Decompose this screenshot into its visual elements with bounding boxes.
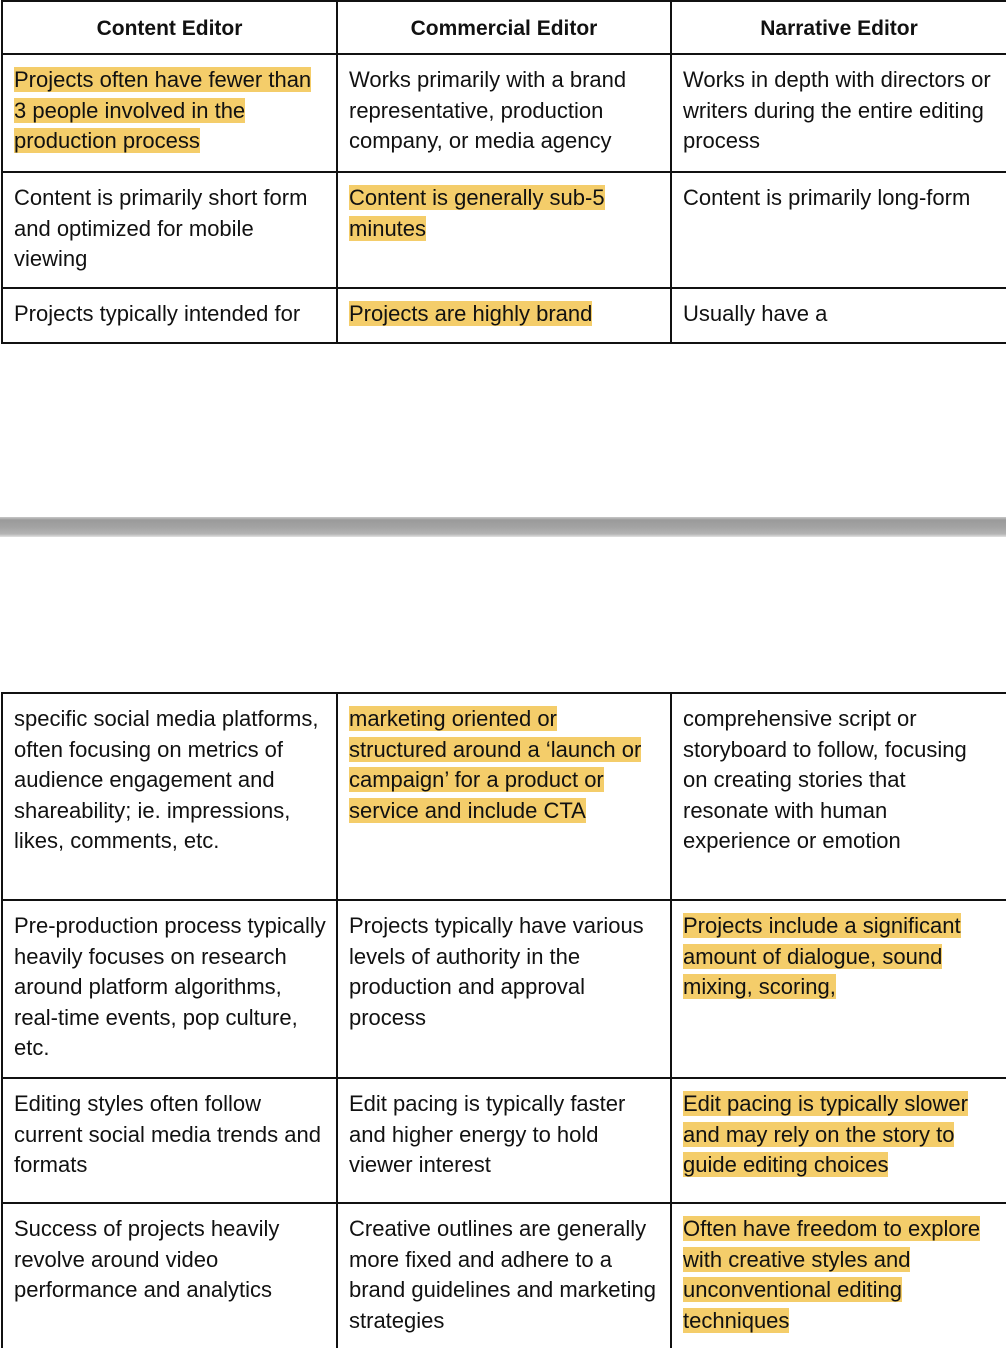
table-cell: [671, 1203, 1006, 1348]
table-cell: [671, 1078, 1006, 1203]
table-page-1: [0, 0, 1006, 344]
cell-text: Pre-production process typically heavily focuses on research around platform algorithms, real-time events, pop culture, etc.: [14, 913, 326, 1060]
table-row: [2, 1078, 1006, 1203]
editor-comparison-table-bottom: [1, 692, 1006, 1348]
table-row: [2, 288, 1006, 343]
cell-text: Creative outlines are generally more fixed and adhere to a brand guidelines and marketing strategies: [349, 1216, 656, 1333]
table-page-2: [0, 692, 1006, 1348]
table-cell: [671, 900, 1006, 1078]
table-cell: [671, 172, 1006, 288]
table-cell: [2, 1078, 337, 1203]
table-header-row: [2, 1, 1006, 54]
table-cell: [671, 288, 1006, 343]
table-cell: [337, 1078, 671, 1203]
cell-text: Projects typically intended for: [14, 301, 301, 326]
table-cell: [2, 172, 337, 288]
table-cell: [671, 693, 1006, 900]
table-cell: [671, 54, 1006, 172]
cell-text: comprehensive script or storyboard to follow, focusing on creating stories that resonate with human experience or emotion: [683, 706, 967, 853]
cell-text: Content is primarily long-form: [683, 185, 971, 210]
cell-text: Edit pacing is typically slower and may rely on the story to guide editing choices: [683, 1091, 968, 1177]
table-cell: [2, 1203, 337, 1348]
cell-text: Editing styles often follow current social media trends and formats: [14, 1091, 321, 1177]
cell-text: Projects include a significant amount of dialogue, sound mixing, scoring,: [683, 913, 961, 999]
table-cell: [337, 693, 671, 900]
table-cell: [337, 54, 671, 172]
cell-text: Works primarily with a brand representative, production company, or media agency: [349, 67, 627, 153]
table-row: [2, 172, 1006, 288]
cell-text: Usually have a: [683, 301, 828, 326]
cell-text: Projects are highly brand: [349, 301, 593, 326]
cell-text: Content is primarily short form and optimized for mobile viewing: [14, 185, 308, 271]
cell-text: Success of projects heavily revolve around video performance and analytics: [14, 1216, 280, 1302]
header-narrative-editor: Narrative Editor: [671, 1, 1006, 54]
table-row: [2, 54, 1006, 172]
table-cell: [2, 288, 337, 343]
page-break-divider: [0, 517, 1006, 537]
cell-text: Content is generally sub-5 minutes: [349, 185, 605, 241]
cell-text: Projects often have fewer than 3 people involved in the production process: [14, 67, 312, 153]
cell-text: marketing oriented or structured around a ‘launch or campaign’ for a product or service and include CTA: [349, 706, 642, 823]
table-cell: [337, 172, 671, 288]
editor-comparison-table-top: [1, 0, 1006, 344]
cell-text: Often have freedom to explore with creative styles and unconventional editing techniques: [683, 1216, 981, 1333]
header-content-editor: Content Editor: [2, 1, 337, 54]
table-cell: [2, 900, 337, 1078]
table-row: [2, 900, 1006, 1078]
cell-text: specific social media platforms, often focusing on metrics of audience engagement and shareability; ie. impressions, likes, comments, etc.: [14, 706, 319, 853]
table-row: [2, 1203, 1006, 1348]
table-cell: [2, 54, 337, 172]
table-cell: [2, 693, 337, 900]
table-cell: [337, 288, 671, 343]
table-row: [2, 693, 1006, 900]
header-commercial-editor: Commercial Editor: [337, 1, 671, 54]
cell-text: Projects typically have various levels of authority in the production and approval process: [349, 913, 644, 1030]
cell-text: Works in depth with directors or writers during the entire editing process: [683, 67, 991, 153]
table-cell: [337, 1203, 671, 1348]
cell-text: Edit pacing is typically faster and higher energy to hold viewer interest: [349, 1091, 626, 1177]
table-cell: [337, 900, 671, 1078]
